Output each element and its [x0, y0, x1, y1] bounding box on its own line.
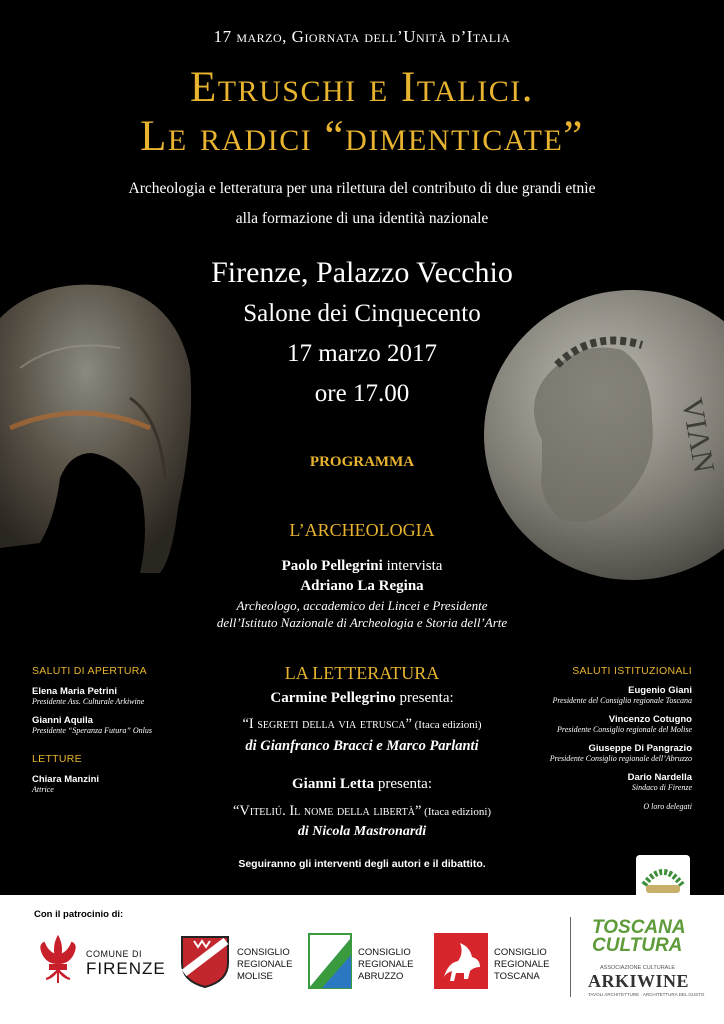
person-name: Vincenzo Cotugno	[608, 714, 692, 725]
archeologia-heading: L’ARCHEOLOGIA	[289, 520, 435, 540]
toscana-cultura-line: CULTURA	[592, 935, 683, 956]
italic-coin-image	[482, 290, 724, 590]
person-role: Presidente Consiglio regionale del Molise	[557, 725, 692, 734]
firenze-lily-icon	[36, 933, 80, 985]
toscana-label	[494, 947, 549, 983]
footer-divider	[570, 917, 571, 997]
saluti-apertura-heading: SALUTI DI APERTURA	[32, 665, 147, 677]
book-2-editor: (Itaca edizioni)	[421, 806, 492, 818]
presenter-2-verb: presenta:	[374, 776, 432, 792]
toscana-label-line: CONSIGLIO	[494, 947, 547, 958]
closing-note: Seguiranno gli interventi degli autori e il dibattito.	[238, 858, 486, 870]
person-name: Eugenio Giani	[628, 685, 692, 696]
presenter-1-name: Carmine Pellegrino	[270, 690, 396, 706]
arkiwine-pretitle: ASSOCIAZIONE CULTURALE	[600, 965, 676, 971]
title-line-1: Etruschi e Italici.	[190, 64, 534, 111]
abruzzo-label-line: REGIONALE	[358, 959, 414, 970]
institutional-person	[482, 685, 692, 705]
presenter-2-name: Gianni Letta	[292, 776, 375, 792]
toscana-label-line: REGIONALE	[494, 959, 550, 970]
abruzzo-flag-icon	[308, 933, 352, 989]
firenze-big-label: FIRENZE	[86, 959, 166, 978]
subtitle-line-1: Archeologia e letteratura per una rilettura del contributo di due grandi etnìe	[128, 180, 596, 197]
abruzzo-label-line: ABRUZZO	[358, 971, 404, 982]
saluti-istituzionali-section	[482, 665, 692, 811]
firenze-small-label: COMUNE DI	[86, 949, 142, 959]
saluti-person	[32, 686, 222, 706]
program-label: PROGRAMMA	[309, 454, 415, 470]
patronage-label: Con il patrocinio di:	[34, 909, 124, 920]
archeologia-interviewer-line	[0, 558, 724, 575]
arkiwine-logo: ARKIWINE	[588, 971, 690, 991]
abruzzo-label	[358, 947, 413, 983]
event-time: ore 17.00	[314, 380, 410, 407]
coin-legend: VIΛN	[675, 395, 721, 476]
person-role: Presidente “Speranza Futura” Onlus	[32, 726, 152, 735]
abruzzo-label-line: CONSIGLIO	[358, 947, 411, 958]
guest-desc-1: Archeologo, accademico dei Lincei e Presidente	[236, 598, 488, 613]
guest-name: Adriano La Regina	[300, 578, 424, 594]
institutional-person	[482, 743, 692, 763]
saluti-person	[32, 715, 222, 735]
interviewer-name: Paolo Pellegrini	[281, 558, 383, 574]
event-hall: Salone dei Cinquecento	[243, 300, 481, 327]
molise-label	[237, 947, 292, 983]
title-line-2: Le radici “dimenticate”	[140, 113, 584, 160]
person-role: Presidente Ass. Culturale Arkiwine	[32, 697, 145, 706]
saluti-istituzionali-heading: SALUTI ISTITUZIONALI	[572, 665, 692, 677]
delegates-note: O loro delegati	[643, 802, 692, 811]
book-1-authors: di Gianfranco Bracci e Marco Parlanti	[245, 738, 479, 754]
event-occasion: 17 marzo, Giornata dell’Unità d’Italia	[213, 27, 511, 46]
event-date: 17 marzo 2017	[287, 340, 437, 367]
person-name: Chiara Manzini	[32, 774, 100, 785]
person-name: Giuseppe Di Pangrazio	[588, 743, 692, 754]
book-1-title: “I segreti della via etrusca”	[242, 716, 412, 732]
institutional-person	[482, 772, 692, 792]
event-place: Firenze, Palazzo Vecchio	[211, 256, 513, 289]
book-2-title: “Viteliú. Il nome della libertà”	[232, 803, 422, 819]
subtitle-line-2: alla formazione di una identità nazionale	[235, 210, 489, 227]
person-name: Elena Maria Petrini	[32, 686, 118, 697]
molise-label-line: CONSIGLIO	[237, 947, 290, 958]
person-role: Attrice	[32, 785, 54, 794]
toscana-label-line: TOSCANA	[494, 971, 540, 982]
molise-shield-icon	[180, 933, 230, 989]
person-name: Gianni Aquila	[32, 715, 93, 726]
molise-label-line: REGIONALE	[237, 959, 293, 970]
saluti-apertura-section	[32, 665, 222, 794]
toscana-cultura-logo	[592, 919, 686, 955]
patronage-footer	[0, 895, 724, 1024]
interviewer-verb: intervista	[382, 558, 443, 574]
person-role: Presidente Consiglio regionale dell’Abruzzo	[549, 754, 692, 763]
arkiwine-tagline: TAVOLI ARCHITETTURE · ARCHITETTURA DEL GUSTO	[588, 992, 705, 997]
presenter-1-verb: presenta:	[395, 690, 454, 706]
book-1-editor: (Itaca edizioni)	[411, 719, 482, 731]
toscana-pegasus-icon	[434, 933, 488, 989]
person-role: Presidente del Consiglio regionale Toscana	[552, 696, 692, 705]
toscana-cultura-line: TOSCANA	[592, 917, 686, 938]
letteratura-heading: LA LETTERATURA	[284, 663, 440, 683]
person-name: Dario Nardella	[627, 772, 692, 783]
guest-desc-2: dell’Istituto Nazionale di Archeologia e Storia dell’Arte	[216, 615, 508, 630]
book-2-author: di Nicola Mastronardi	[297, 824, 427, 839]
letture-heading: LETTURE	[32, 753, 82, 765]
molise-label-line: MOLISE	[237, 971, 273, 982]
letture-person	[32, 774, 222, 794]
institutional-person	[482, 714, 692, 734]
person-role: Sindaco di Firenze	[631, 783, 692, 792]
